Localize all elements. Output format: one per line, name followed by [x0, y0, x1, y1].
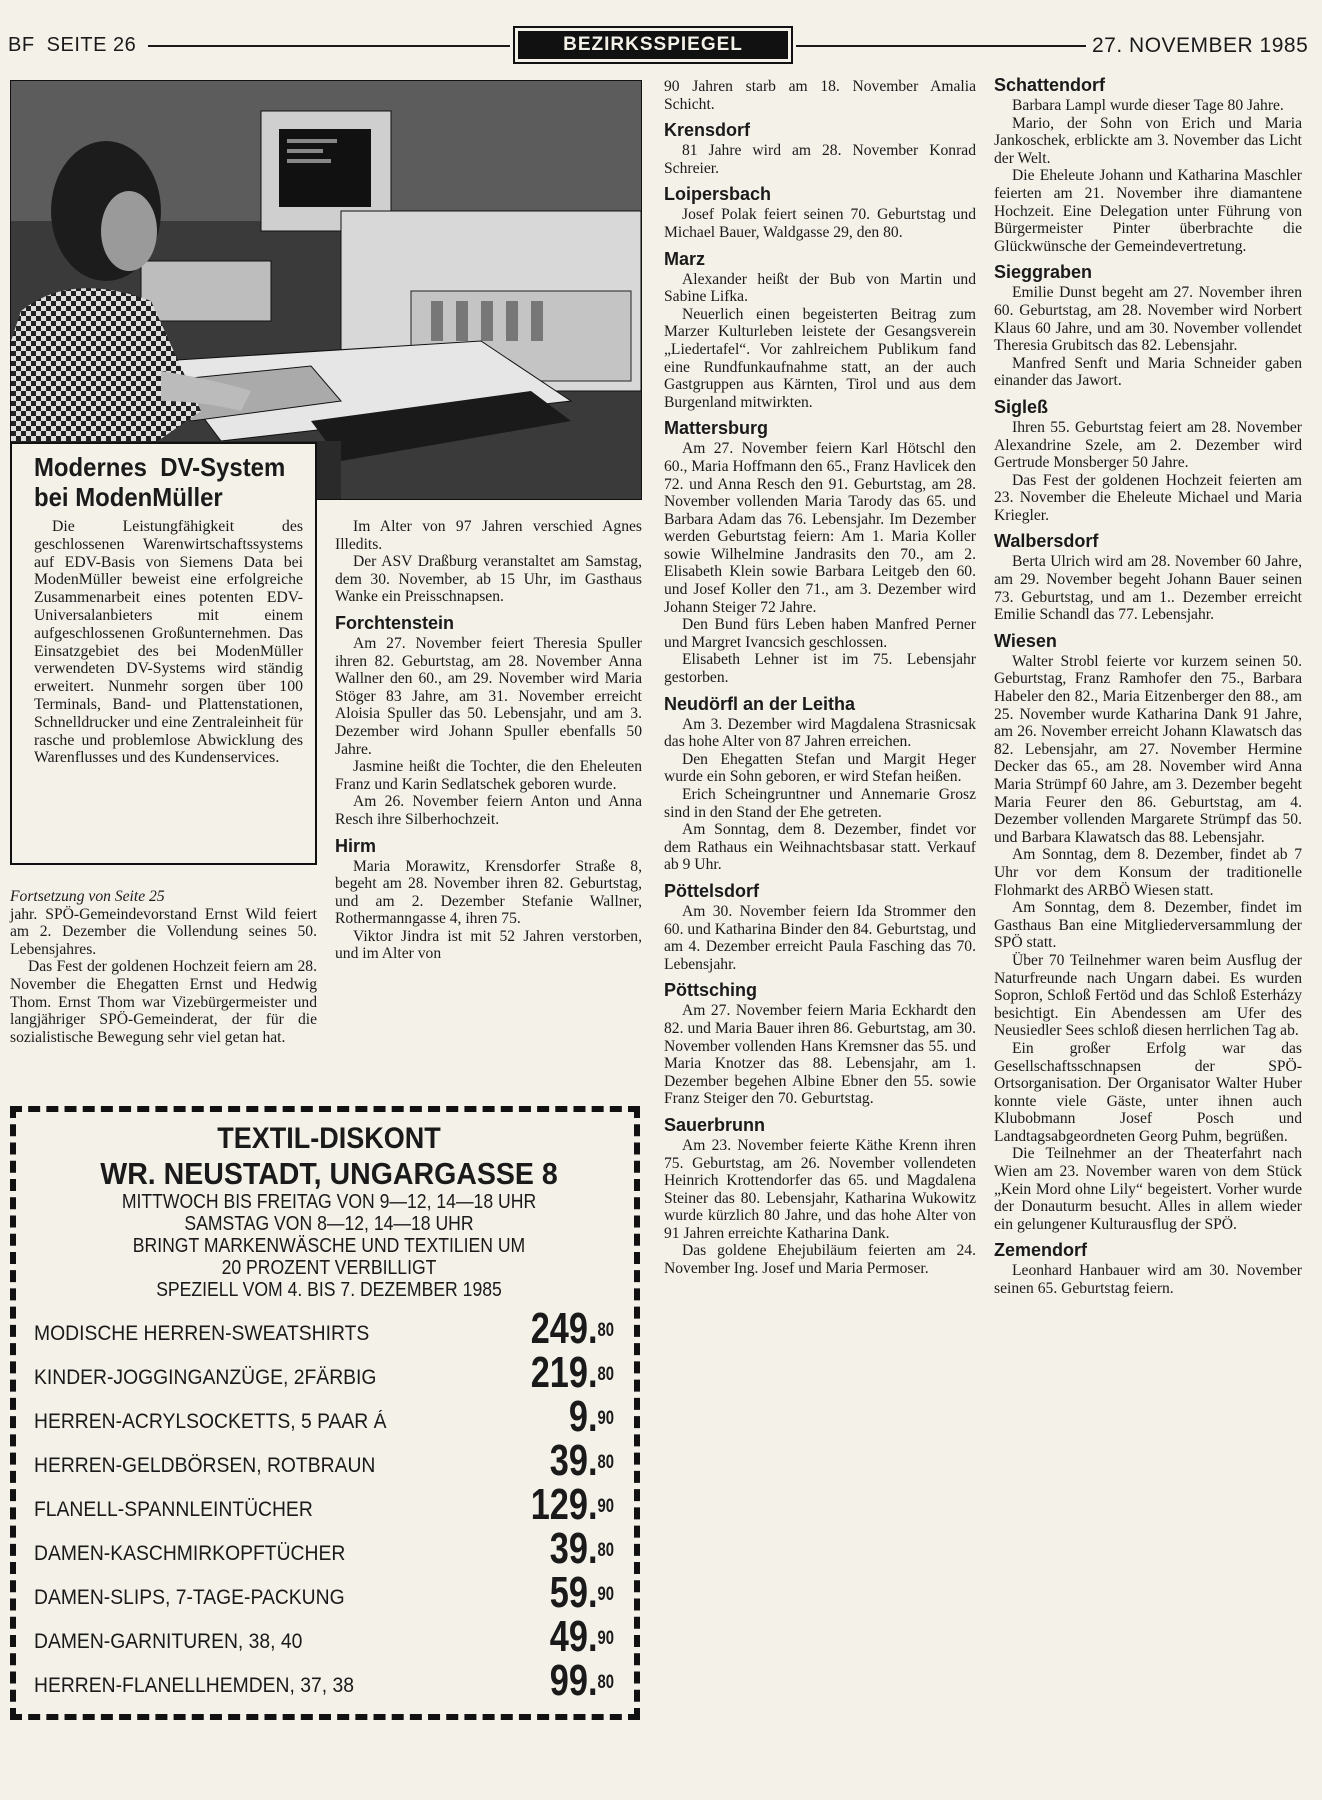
col3-paragraph: Am Sonntag, dem 8. Dezember, findet vor dem Rathaus ein Weihnachtsbasar statt. Verkauf ab 9 Uhr.: [664, 821, 976, 874]
price-whole: 39.: [549, 1524, 598, 1573]
col2-paragraph: Am 27. November feiert Theresia Spuller ihren 82. Geburtstag, am 28. November Anna Wallner den 60., am 29. November wird Maria Stöger 83 Jahre, am 31. November erreicht Aloisia Spuller das 50. Lebensjahr, und am 3. Dezember wird Johann Spuller ebenfalls 50 Jahre.: [335, 634, 642, 758]
price-cents: 90: [597, 1584, 614, 1605]
feature-body: [34, 518, 303, 767]
ad-item: [34, 1656, 624, 1705]
col3-paragraph: Josef Polak feiert seinen 70. Geburtstag und Michael Bauer, Waldgasse 29, den 80.: [664, 206, 976, 241]
heading-poettelsdorf: Pöttelsdorf: [664, 880, 760, 901]
ad-item: [34, 1348, 624, 1397]
ad-period: SPEZIELL VOM 4. BIS 7. DEZEMBER 1985: [156, 1279, 502, 1301]
price-cents: 80: [597, 1452, 614, 1473]
col4-paragraph: Die Eheleute Johann und Katharina Maschler feierten am 21. November ihre diamantene Hochzeit. Eine Delegation unter Führung von Bürgermeister Pinter überbrachte die Glückwünsche der Gemeindevertretung.: [994, 167, 1302, 255]
price-whole: 39.: [549, 1436, 598, 1485]
ad-price-list: [34, 1304, 624, 1705]
price-whole: 59.: [549, 1568, 598, 1617]
col1-paragraph: Das Fest der goldenen Hochzeit feiern am 28. November die Ehegatten Ernst und Hedwig Thom. Ernst Thom war Vizebürgermeister und langjähriger SPÖ-Gemeinderat, der für die sozialistische Bewegung sehr viel getan hat.: [10, 958, 317, 1046]
heading-wiesen: Wiesen: [994, 630, 1057, 651]
price-whole: 129.: [530, 1480, 598, 1529]
heading-neudoerfl: Neudörfl an der Leitha: [664, 693, 856, 714]
col3-paragraph: Den Ehegatten Stefan und Margit Heger wurde ein Sohn geboren, er wird Stefan heißen.: [664, 750, 976, 786]
ad-item-name: HERREN-ACRYLSOCKETTS, 5 PAAR Á: [34, 1410, 387, 1433]
ad-item-name: MODISCHE HERREN-SWEATSHIRTS: [34, 1322, 370, 1345]
col4-paragraph: Walter Strobl feierte vor kurzem seinen 50. Geburtstag, Franz Ramhofer den 75., Barbara Habeler den 82., Maria Eitzenberger den 88., am 25. November wurde Katharina Dank 91 Jahre, am 26. November erreicht Johann Klawatsch das 82. Lebensjahr, am 27. November Hermine Decker das 65., am 28. November wird Anna Maria Strümpf 60 Jahre, am 3. Dezember begeht Maria Feurer den 86. Geburtstag, am 4. Dezember vollenden Margarete Strümpf das 50. und Barbara Klawatsch das 88. Lebensjahr.: [994, 652, 1302, 846]
col2-paragraph: Am 26. November feiern Anton und Anna Resch ihre Silberhochzeit.: [335, 793, 642, 828]
column-1: [10, 888, 317, 1046]
col4-paragraph: Über 70 Teilnehmer waren beim Ausflug der Naturfreunde nach Ungarn dabei. Es wurden Sopron, Schloß Fertöd und das Schloß Esterházy besichtigt. Ein Abendessen am Ufer des Neusiedler Sees schloß diesen herrlichen Tag ab.: [994, 951, 1302, 1040]
heading-sauerbrunn: Sauerbrunn: [664, 1114, 766, 1135]
ad-item-name: FLANELL-SPANNLEINTÜCHER: [34, 1498, 313, 1521]
heading-sigless: Sigleß: [994, 396, 1049, 417]
ad-item: [34, 1304, 624, 1353]
col3-paragraph: Am 27. November feiern Karl Hötschl den 60., Maria Hoffmann den 65., Franz Havlicek den 72. und Anna Resch den 91. Geburtstag, am 28. November vollenden Maria Tarody das 65. und Barbara Adam das 76. Lebensjahr. Im Dezember werden Geburtstag feiern: Am 1. Maria Koller sowie Wilhelmine Jandrasits den 70., am 2. Elisabeth Klein sowie Barbara Leitgeb den 60. und Josef Koller den 71., am 3. Dezember wird Johann Steiger 72 Jahre.: [664, 440, 976, 616]
header-rule-left: [148, 45, 510, 47]
ad-item-name: DAMEN-SLIPS, 7-TAGE-PACKUNG: [34, 1586, 345, 1609]
feature-title-line1: Modernes DV-System: [34, 452, 286, 482]
price-whole: 9.: [568, 1392, 598, 1441]
ad-item-price: [497, 1348, 614, 1397]
ad-item-price: [497, 1524, 614, 1573]
col1-paragraph: jahr. SPÖ-Gemeindevorstand Ernst Wild feiert am 2. Dezember die Vollendung seines 50. Lebensjahres.: [10, 905, 317, 958]
feature-body-text: Die Leistungfähigkeit des geschlossenen Warenwirtschaftssystems auf EDV-Basis von Siemens Data bei ModenMüller beweist eine erfolgreiche Zusammenarbeit eines potenten EDV-Universalanbieters mit einem aufgeschlossenen Großunternehmen. Das Einsatzgebiet des bei ModenMüller verwendeten DV-Systems wird ständig erweitert. Nunmehr sorgen über 100 Terminals, Band- und Plattenstationen, Schnelldrucker und eine Zentraleinheit für rasche und problemlose Abwicklung des Warenflusses und des Kundenservices.: [34, 518, 303, 767]
ad-item-price: [497, 1436, 614, 1485]
ad-title: TEXTIL-DISKONT: [217, 1122, 441, 1155]
ad-offer-line: BRINGT MARKENWÄSCHE UND TEXTILIEN UM: [132, 1235, 526, 1257]
continued-from: Fortsetzung von Seite 25: [10, 888, 165, 905]
col4-paragraph: Leonhard Hanbauer wird am 30. November seinen 65. Geburtstag feiern.: [994, 1262, 1302, 1298]
col3-paragraph: Am 27. November feiern Maria Eckhardt den 82. und Maria Bauer ihren 86. Geburtstag, am 30. November vollenden Hans Kremsner das 55. und Maria Knotzer das 88. Lebensjahr, am 1. Dezember begehen Albine Ebner den 55. sowie Franz Steiger den 70. Geburtstag.: [664, 1002, 976, 1108]
ad-item-price: [497, 1480, 614, 1529]
heading-mattersburg: Mattersburg: [664, 418, 769, 439]
heading-schattendorf: Schattendorf: [994, 75, 1106, 95]
price-cents: 90: [597, 1496, 614, 1517]
column-4: [994, 74, 1302, 1298]
header-rule-right: [796, 45, 1086, 47]
price-cents: 80: [597, 1320, 614, 1341]
col4-paragraph: Berta Ulrich wird am 28. November 60 Jahre, am 29. November begeht Johann Bauer seinen 73. Geburtstag, und am 1.. Dezember erreicht Emilie Schandl das 77. Lebensjahr.: [994, 553, 1302, 624]
ad-item: [34, 1568, 624, 1617]
col3-paragraph: Alexander heißt der Bub von Martin und Sabine Lifka.: [664, 270, 976, 306]
ad-item: [34, 1436, 624, 1485]
ad-address: WR. NEUSTADT, UNGARGASSE 8: [100, 1156, 558, 1191]
heading-sieggraben: Sieggraben: [994, 262, 1093, 283]
price-cents: 90: [597, 1628, 614, 1649]
col3-paragraph: Das goldene Ehejubiläum feierten am 24. November Ing. Josef und Maria Permoser.: [664, 1242, 976, 1278]
col2-paragraph: Im Alter von 97 Jahren verschied Agnes Illedits.: [335, 518, 642, 553]
col4-paragraph: Barbara Lampl wurde dieser Tage 80 Jahre.: [1012, 97, 1284, 114]
col3-paragraph: 90 Jahren starb am 18. November Amalia Schicht.: [664, 78, 976, 113]
price-whole: 49.: [549, 1612, 598, 1661]
col2-paragraph: Maria Morawitz, Krensdorfer Straße 8, begeht am 28. November ihren 82. Geburtstag, und am 2. Dezember Stefanie Wallner, Rothermanngasse 4, ihren 75.: [335, 857, 642, 928]
ad-item-name: DAMEN-KASCHMIRKOPFTÜCHER: [34, 1542, 346, 1565]
col3-paragraph: Am 23. November feierte Käthe Krenn ihren 75. Geburtstag, am 26. November vollendeten Heinrich Krottendorfer das 65. und Magdalena Steiner das 80. Lebensjahr, Katharina Wukowitz wurde kürzlich 80 Jahre, und das hohe Alter von 91 Jahren erreichte Katharina Dank.: [664, 1136, 976, 1242]
col3-paragraph: Elisabeth Lehner ist im 75. Lebensjahr gestorben.: [664, 651, 976, 687]
ad-item-price: [497, 1392, 614, 1441]
ad-discount: 20 PROZENT VERBILLIGT: [221, 1257, 437, 1279]
ad-item-name: KINDER-JOGGINGANZÜGE, 2FÄRBIG: [34, 1366, 377, 1389]
heading-krensdorf: Krensdorf: [664, 120, 751, 141]
col2-paragraph: Viktor Jindra ist mit 52 Jahren verstorben, und im Alter von: [335, 927, 642, 963]
computer-photo: [10, 80, 642, 500]
col2-paragraph: Der ASV Draßburg veranstaltet am Samstag, dem 30. November, ab 15 Uhr, im Gasthaus Wanke ein Preisschnapsen.: [335, 553, 642, 606]
ad-item-price: [497, 1656, 614, 1705]
col4-paragraph: Emilie Dunst begeht am 27. November ihren 60. Geburtstag, am 28. November wird Norbert Klaus 60 Jahre, und am 30. November vollendet Theresia Grubitsch das 82. Lebensjahr.: [994, 284, 1302, 355]
col4-paragraph: Am Sonntag, dem 8. Dezember, findet im Gasthaus Ban eine Mitgliederversammlung der SPÖ statt.: [994, 899, 1302, 952]
price-cents: 80: [597, 1540, 614, 1561]
col4-paragraph: Ein großer Erfolg war das Gesellschaftsschnapsen der SPÖ-Ortsorganisation. Der Organisator Walter Huber konnte viele Gäste, unter ihnen auch Klubobmann Josef Posch und Landtagsabgeordneten Georg Puhm, begrüßen.: [994, 1039, 1302, 1145]
textil-diskont-ad: [10, 1106, 640, 1720]
ad-item-name: HERREN-GELDBÖRSEN, ROTBRAUN: [34, 1454, 376, 1477]
section-banner: BEZIRKSSPIEGEL: [518, 31, 788, 59]
heading-marz: Marz: [664, 248, 706, 269]
col4-paragraph: Am Sonntag, dem 8. Dezember, findet ab 7 Uhr vor dem Konsum der traditionelle Flohmarkt des ARBÖ Wiesen statt.: [994, 846, 1302, 899]
col4-paragraph: Die Teilnehmer an der Theaterfahrt nach Wien am 23. November waren von dem Stück „Kein Mord ohne Lily“ begeistert. Vorher wurde der Donauturm besucht. Alles in allem wieder ein gelungener Kulturausflug der SPÖ.: [994, 1145, 1302, 1233]
heading-poettsching: Pöttsching: [664, 980, 757, 1001]
feature-title-line2: bei ModenMüller: [34, 482, 223, 512]
ad-item: [34, 1524, 624, 1573]
ad-item-name: DAMEN-GARNITUREN, 38, 40: [34, 1630, 303, 1653]
col3-paragraph: Den Bund fürs Leben haben Manfred Perner und Margret Ivancsich geschlossen.: [664, 616, 976, 651]
col4-paragraph: Mario, der Sohn von Erich und Maria Jankoschek, erblickte am 3. November das Licht der Welt.: [994, 114, 1302, 167]
heading-zemendorf: Zemendorf: [994, 1240, 1088, 1261]
page-label: BF SEITE 26: [8, 34, 137, 56]
feature-title: [34, 452, 286, 512]
photo-illustration: [11, 81, 642, 500]
col3-paragraph: Am 3. Dezember wird Magdalena Strasnicsak das hohe Alter von 87 Jahren erreichen.: [664, 715, 976, 751]
ad-item-price: [497, 1304, 614, 1353]
col4-paragraph: Ihren 55. Geburtstag feiert am 28. November Alexandrine Szele, am 2. Dezember wird Gertrude Monsberger 50 Jahre.: [994, 418, 1302, 472]
col4-paragraph: Das Fest der goldenen Hochzeit feierten am 23. November die Eheleute Michael und Maria Kriegler.: [994, 471, 1302, 524]
heading-loipersbach: Loipersbach: [664, 184, 772, 205]
column-3: [664, 78, 976, 1278]
heading-walbersdorf: Walbersdorf: [994, 531, 1099, 552]
ad-item-price: [497, 1612, 614, 1661]
col3-paragraph: Erich Scheingruntner und Annemarie Grosz sind in den Stand der Ehe getreten.: [664, 786, 976, 821]
col3-paragraph: 81 Jahre wird am 28. November Konrad Schreier.: [664, 142, 976, 177]
price-cents: 90: [597, 1408, 614, 1429]
ad-item: [34, 1480, 624, 1529]
column-2: [335, 518, 642, 963]
ad-item: [34, 1392, 624, 1441]
price-whole: 219.: [530, 1348, 598, 1397]
price-cents: 80: [597, 1672, 614, 1693]
col3-paragraph: Neuerlich einen begeisterten Beitrag zum Marzer Kulturleben leistete der Gesangsverein „Liedertafel“. Vor zahlreichem Publikum fand eine Rundfunkaufnahme statt, an der auch Gastgruppen aus Kärnten, Tirol und aus dem Burgenland mitwirkten.: [664, 305, 976, 411]
price-cents: 80: [597, 1364, 614, 1385]
page-date: 27. NOVEMBER 1985: [1092, 34, 1309, 57]
col4-paragraph: Manfred Senft und Maria Schneider gaben einander das Jawort.: [994, 354, 1302, 390]
ad-item-price: [497, 1568, 614, 1617]
price-whole: 249.: [530, 1304, 598, 1353]
ad-item-name: HERREN-FLANELLHEMDEN, 37, 38: [34, 1674, 354, 1697]
heading-hirm: Hirm: [335, 835, 377, 856]
col2-paragraph: Jasmine heißt die Tochter, die den Eheleuten Franz und Karin Sedlatschek geboren wurde.: [335, 758, 642, 793]
ad-item: [34, 1612, 624, 1661]
price-whole: 99.: [549, 1656, 598, 1705]
ad-hours-weekday: MITTWOCH BIS FREITAG VON 9—12, 14—18 UHR: [121, 1191, 537, 1213]
feature-caption-box: [10, 442, 317, 865]
ad-hours-saturday: SAMSTAG VON 8—12, 14—18 UHR: [184, 1213, 474, 1235]
col3-paragraph: Am 30. November feiern Ida Strommer den 60. und Katharina Binder den 84. Geburtstag, und am 4. Dezember erreicht Paula Fasching das 70. Lebensjahr.: [664, 902, 976, 973]
heading-forchtenstein: Forchtenstein: [335, 612, 455, 633]
